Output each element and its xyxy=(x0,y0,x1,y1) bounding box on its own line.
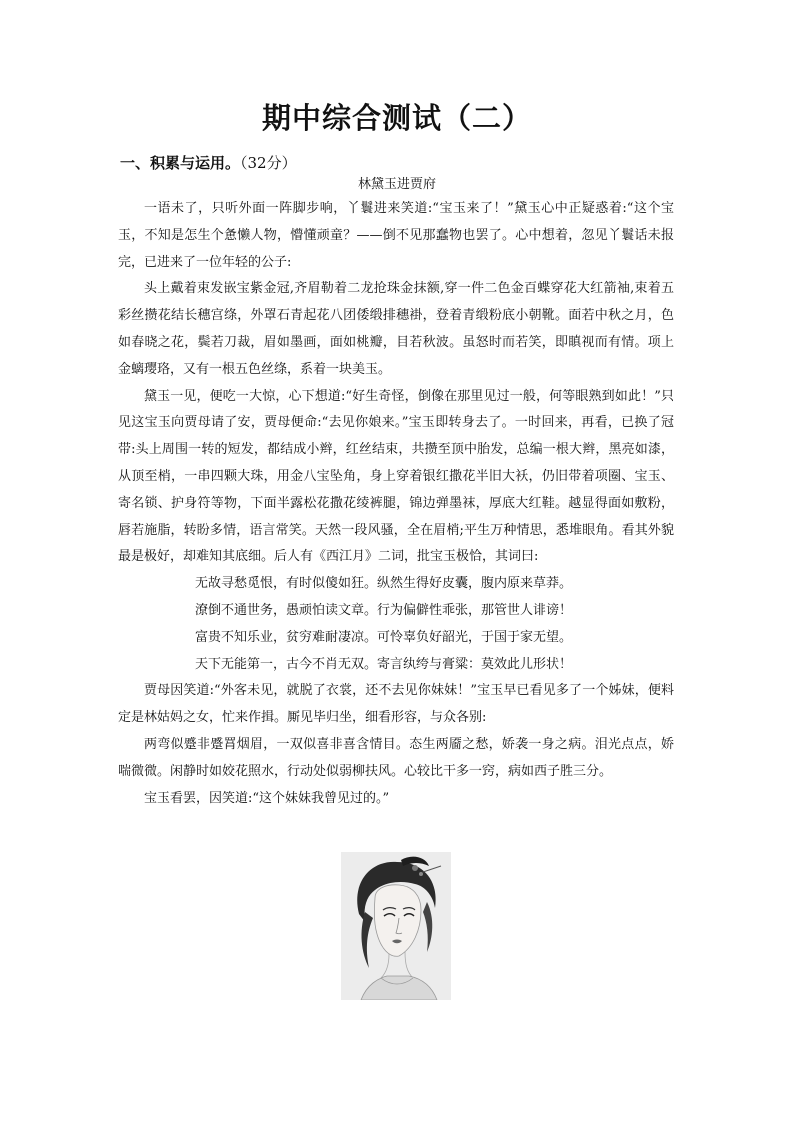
poem-line: 无故寻愁觅恨，有时似傻如狂。纵然生得好皮囊，腹内原来草莽。 xyxy=(195,576,573,592)
paragraph: 两弯似蹙非蹙罥烟眉，一双似喜非喜含情目。态生两靥之愁，娇袭一身之病。泪光点点，娇喘微微。闲静时如姣花照水，行动处似弱柳扶风。心较比干多一窍，病如西子胜三分。 xyxy=(118,736,674,779)
passage-title: 林黛玉进贾府 xyxy=(357,177,436,192)
passage-body xyxy=(118,196,674,812)
poem-line: 天下无能第一，古今不肖无双。寄言纨绔与膏粱：莫效此儿形状！ xyxy=(195,656,573,672)
section-points: （32分） xyxy=(240,154,297,172)
paragraph: 宝玉看罢，因笑道:“这个妹妹我曾见过的。” xyxy=(144,790,390,806)
paragraph: 贾母因笑道:“外客未见，就脱了衣裳，还不去见你妹妹！”宝玉早已看见多了一个姊妹，便料定是林姑妈之女，忙来作揖。厮见毕归坐，细看形容，与众各别: xyxy=(118,683,674,726)
portrait-sketch xyxy=(341,852,451,1000)
paragraph: 头上戴着束发嵌宝紫金冠,齐眉勒着二龙抢珠金抹额,穿一件二色金百蝶穿花大红箭袖,束着五彩丝攒花结长穗宫绦，外罩石青起花八团倭缎排穗褂，登着青缎粉底小朝靴。面若中秋之月，色如春晓之花，鬓若刀裁，眉如墨画，面如桃瓣，目若秋波。虽怒时而若笑，即瞋视而有情。项上金螭璎珞，又有一根五色丝绦，系着一块美玉。 xyxy=(118,281,674,377)
poem xyxy=(118,571,674,678)
portrait-image xyxy=(341,852,451,1000)
paragraph: 一语未了，只听外面一阵脚步响，丫鬟进来笑道:“宝玉来了！”黛玉心中正疑惑着:“这个宝玉，不知是怎生个惫懒人物，懵懂顽童？——倒不见那蠢物也罢了。心中想着，忽见丫鬟话未报完，已进来了一位年轻的公子: xyxy=(118,201,674,270)
poem-line: 富贵不知乐业，贫穷难耐凄凉。可怜辜负好韶光，于国于家无望。 xyxy=(195,629,573,645)
poem-line: 潦倒不通世务，愚顽怕读文章。行为偏僻性乖张，那管世人诽谤！ xyxy=(195,602,573,618)
section-heading-text: 一、积累与运用。 xyxy=(120,154,241,172)
page-title: 期中综合测试（二） xyxy=(261,101,532,135)
section-heading xyxy=(120,152,297,173)
paragraph: 黛玉一见，便吃一大惊，心下想道:“好生奇怪，倒像在那里见过一般，何等眼熟到如此！”只见这宝玉向贾母请了安，贾母便命:“去见你娘来。”宝玉即转身去了。一时回来，再看，已换了冠带:头上周围一转的短发，都结成小辫，红丝结束，共攒至顶中胎发，总编一根大辫，黑亮如漆，从顶至梢，一串四颗大珠，用金八宝坠角，身上穿着银红撒花半旧大袄，仍旧带着项圈、宝玉、寄名锁、护身符等物，下面半露松花撒花绫裤腿，锦边弹墨袜，厚底大红鞋。越显得面如敷粉，唇若施脂，转盼多情，语言常笑。天然一段风骚，全在眉梢;平生万种情思，悉堆眼角。看其外貌最是极好，却难知其底细。后人有《西江月》二词，批宝玉极恰，其词曰: xyxy=(118,388,674,565)
